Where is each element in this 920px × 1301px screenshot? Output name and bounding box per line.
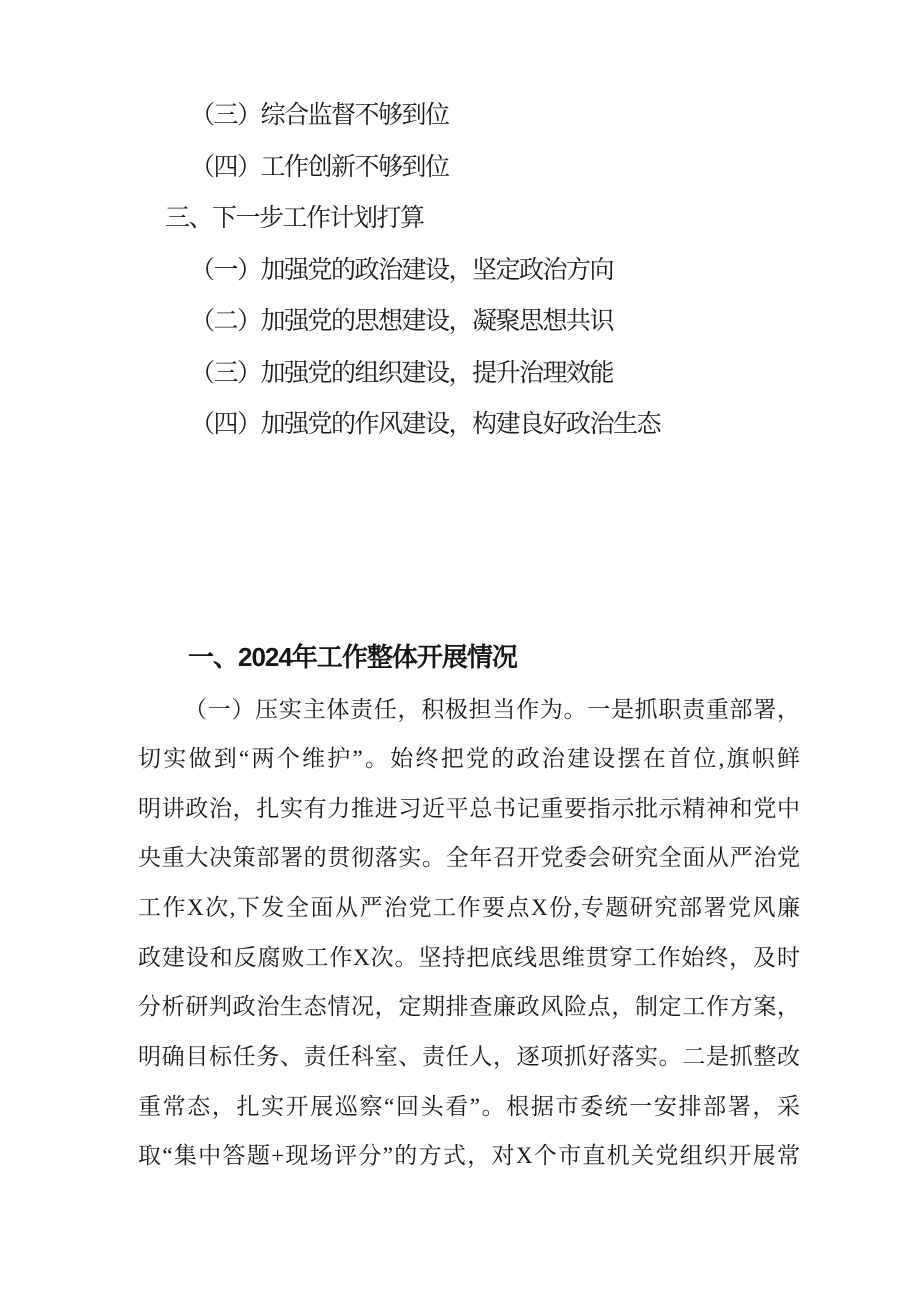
outline-item: （四）加强党的作风建设，构建良好政治生态 bbox=[190, 411, 661, 438]
body-line: 工作X次,下发全面从严治党工作要点X份,专题研究部署党风廉 bbox=[138, 895, 800, 921]
body-line: 央重大决策部署的贯彻落实。全年召开党委会研究全面从严治党 bbox=[138, 845, 800, 871]
body-paragraph bbox=[138, 685, 800, 1182]
outline-item: （四）工作创新不够到位 bbox=[190, 153, 449, 181]
body-line: 切实做到“两个维护”。始终把党的政治建设摆在首位,旗帜鲜 bbox=[138, 746, 800, 772]
outline-item: （三）综合监督不够到位 bbox=[190, 102, 449, 129]
body-line: 明确目标任务、责任科室、责任人，逐项抓好落实。二是抓整改 bbox=[138, 1044, 800, 1070]
body-line: （一）压实主体责任，积极担当作为。一是抓职责重部署， bbox=[184, 696, 800, 722]
body-line: 重常态，扎实开展巡察“回头看”。根据市委统一安排部署，采 bbox=[138, 1093, 800, 1119]
body-line: 取“集中答题+现场评分”的方式，对X个市直机关党组织开展常 bbox=[138, 1143, 800, 1169]
section-heading: 一、2024年工作整体开展情况 bbox=[188, 641, 517, 672]
outline-item: 三、下一步工作计划打算 bbox=[165, 205, 424, 232]
body-line: 分析研判政治生态情况，定期排查廉政风险点，制定工作方案， bbox=[138, 994, 800, 1020]
outline-item: （三）加强党的组织建设，提升治理效能 bbox=[190, 359, 614, 387]
outline-section bbox=[0, 0, 920, 451]
outline-item: （二）加强党的思想建设，凝聚思想共识 bbox=[190, 308, 614, 335]
outline-item: （一）加强党的政治建设，坚定政治方向 bbox=[190, 256, 614, 284]
body-line: 政建设和反腐败工作X次。坚持把底线思维贯穿工作始终，及时 bbox=[138, 944, 800, 970]
body-line: 明讲政治，扎实有力推进习近平总书记重要指示批示精神和党中 bbox=[138, 795, 800, 821]
